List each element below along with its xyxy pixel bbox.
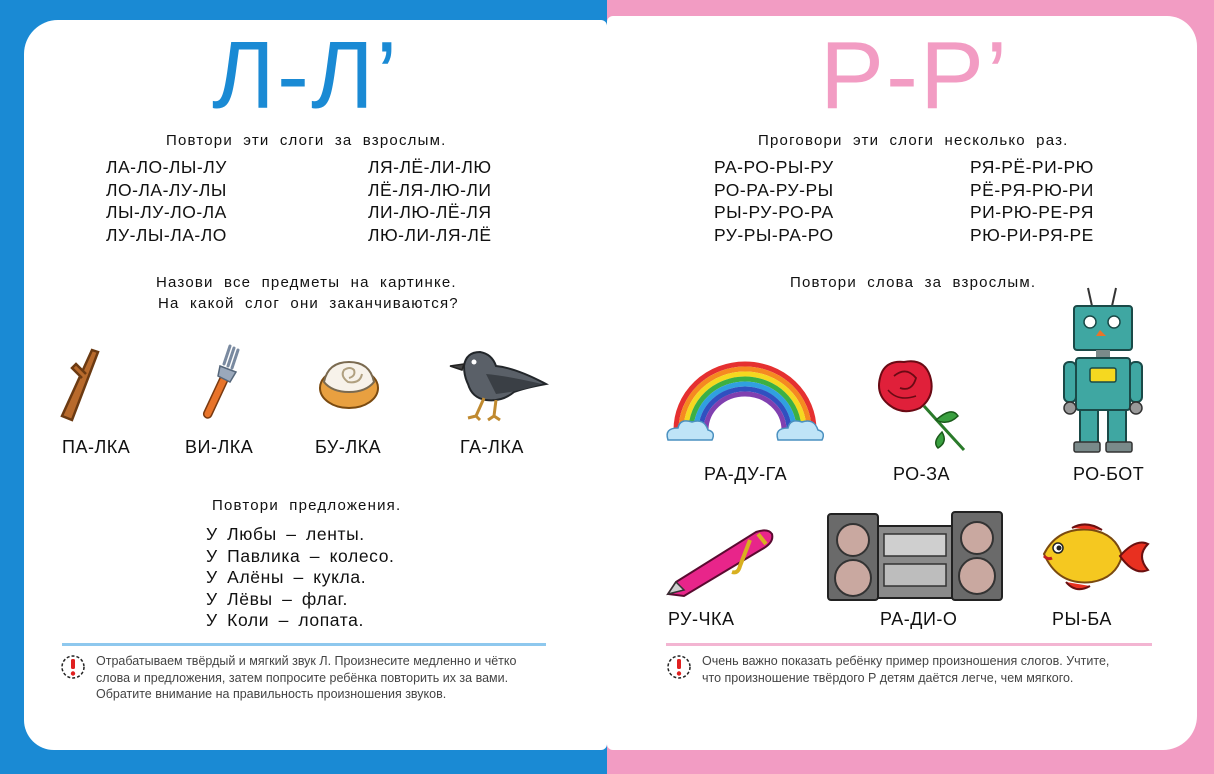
left-page-title: Л-Л’ [212,22,400,129]
note-line: что произношение твёрдого Р детям даётся легче, чем мягкого. [702,670,1074,685]
syllable-row: ЛО-ЛА-ЛУ-ЛЫ [106,179,227,200]
note-line: слова и предложения, затем попросите ребёнка повторить их за вами. [96,670,509,685]
radio-boombox-icon [826,508,1004,604]
syllable-row: ЛЁ-ЛЯ-ЛЮ-ЛИ [368,179,492,200]
word-bulka: БУ-ЛКА [315,437,382,457]
right-instruction-words: Повтори слова за взрослым. [790,274,1037,291]
syllable-row: РИ-РЮ-РЕ-РЯ [970,202,1094,222]
word-galka: ГА-ЛКА [460,437,524,457]
jackdaw-bird-icon [446,344,552,424]
syllable-row: РЯ-РЁ-РИ-РЮ [970,157,1094,177]
note-line: Обратите внимание на правильность произношения звуков. [96,687,447,701]
syllable-row: ЛЯ-ЛЁ-ЛИ-ЛЮ [368,157,492,177]
syllable-row: ЛУ-ЛЫ-ЛА-ЛО [106,224,227,245]
right-syllables-soft [970,156,1094,246]
sentence: У Любы – ленты. [206,524,365,544]
syllable-row: РЮ-РИ-РЯ-РЕ [970,224,1094,245]
syllable-row: РУ-РЫ-РА-РО [714,224,834,245]
left-divider [62,643,546,646]
stick-icon [52,344,112,426]
left-syllables-hard [106,156,227,246]
robot-icon [1062,284,1154,456]
left-instruction-name-items: Назови все предметы на картинке. [156,274,457,291]
word-roza: РО-ЗА [893,464,950,484]
sentence: У Коли – лопата. [206,610,364,630]
right-divider [666,643,1152,646]
bun-icon [316,352,382,414]
left-instruction-sentences: Повтори предложения. [212,497,402,514]
word-ryba: РЫ-БА [1052,609,1112,629]
left-instruction-syllables: Повтори эти слоги за взрослым. [166,132,447,149]
rose-icon [872,356,972,454]
sentence: У Алёны – кукла. [206,567,367,587]
syllable-row: ЛИ-ЛЮ-ЛЁ-ЛЯ [368,202,492,222]
sentence: У Павлика – колесо. [206,545,395,566]
syllable-row: РЫ-РУ-РО-РА [714,202,834,222]
right-syllables-hard [714,156,834,246]
left-instruction-ending-syllable: На какой слог они заканчиваются? [158,295,459,312]
left-syllables-soft [368,156,492,246]
right-parent-note [702,653,1109,686]
pen-icon [662,524,780,600]
note-line: Отрабатываем твёрдый и мягкий звук Л. Произнесите медленно и чётко [96,654,517,668]
right-page-title: Р-Р’ [820,22,1010,129]
syllable-row: ЛЮ-ЛИ-ЛЯ-ЛЁ [368,224,492,245]
fork-icon [186,342,246,424]
sentence-list [206,524,395,632]
word-ruchka: РУ-ЧКА [668,609,735,629]
right-instruction-syllables: Проговори эти слоги несколько раз. [758,132,1069,149]
word-raduga: РА-ДУ-ГА [704,464,788,484]
rainbow-icon [664,354,826,446]
word-radio: РА-ДИ-О [880,609,958,629]
syllable-row: РЁ-РЯ-РЮ-РИ [970,179,1094,200]
word-palka: ПА-ЛКА [62,437,131,457]
note-line: Очень важно показать ребёнку пример произношения слогов. Учтите, [702,654,1110,668]
syllable-row: ЛА-ЛО-ЛЫ-ЛУ [106,157,227,177]
attention-icon [60,654,86,680]
word-robot: РО-БОТ [1073,464,1145,484]
fish-icon [1036,520,1150,594]
syllable-row: РО-РА-РУ-РЫ [714,179,834,200]
word-vilka: ВИ-ЛКА [185,437,254,457]
syllable-row: РА-РО-РЫ-РУ [714,157,834,177]
left-parent-note [96,653,516,703]
syllable-row: ЛЫ-ЛУ-ЛО-ЛА [106,202,227,222]
sentence: У Лёвы – флаг. [206,588,348,609]
attention-icon [666,654,692,680]
